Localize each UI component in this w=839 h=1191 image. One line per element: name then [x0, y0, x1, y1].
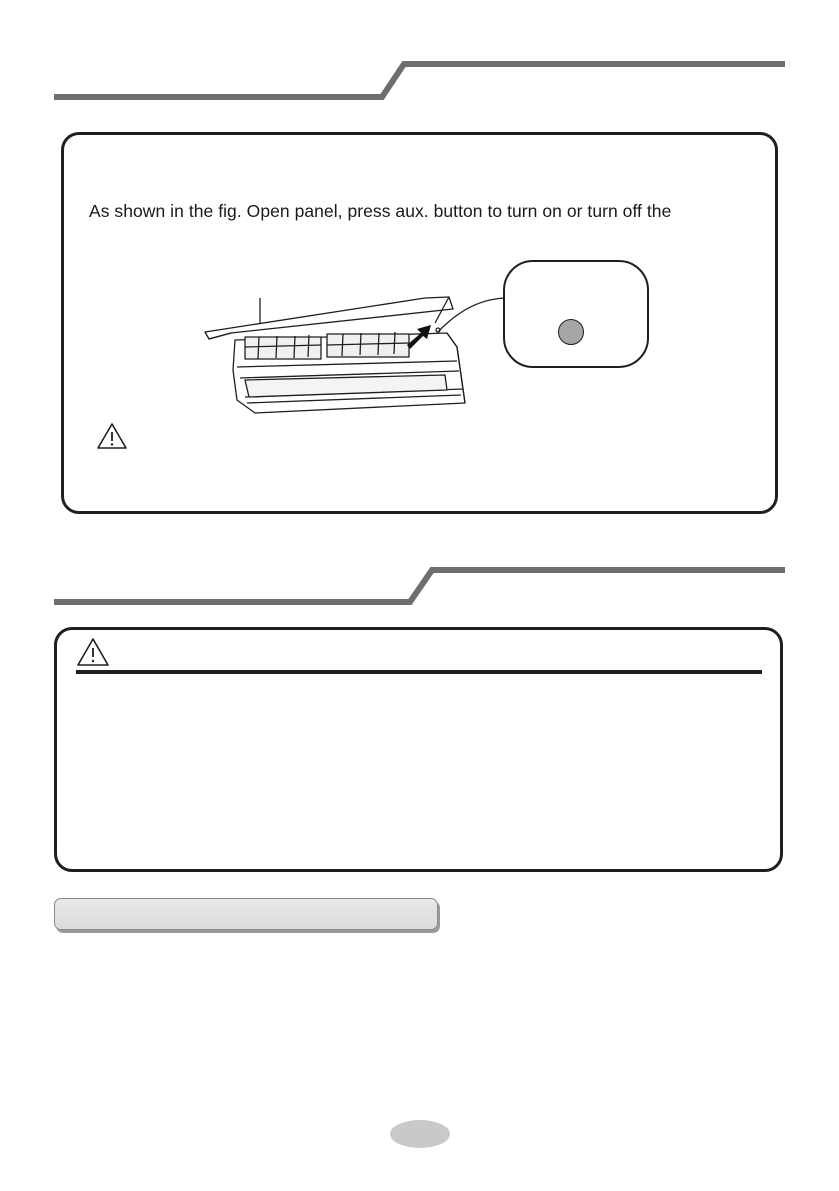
- warning-box: [54, 627, 783, 872]
- section-header-bar-cleaning: [0, 560, 839, 610]
- warning-divider: [76, 670, 762, 674]
- warning-icon: [96, 422, 128, 450]
- instruction-text: As shown in the fig. Open panel, press aux. button to turn on or turn off the: [89, 201, 672, 221]
- page-number-badge: [390, 1120, 450, 1148]
- subheading-box: [54, 898, 438, 930]
- section-header-bar-emergency: [0, 0, 839, 110]
- aux-button[interactable]: [558, 319, 584, 345]
- warning-icon: [76, 637, 110, 667]
- aux-button-callout: [503, 260, 649, 368]
